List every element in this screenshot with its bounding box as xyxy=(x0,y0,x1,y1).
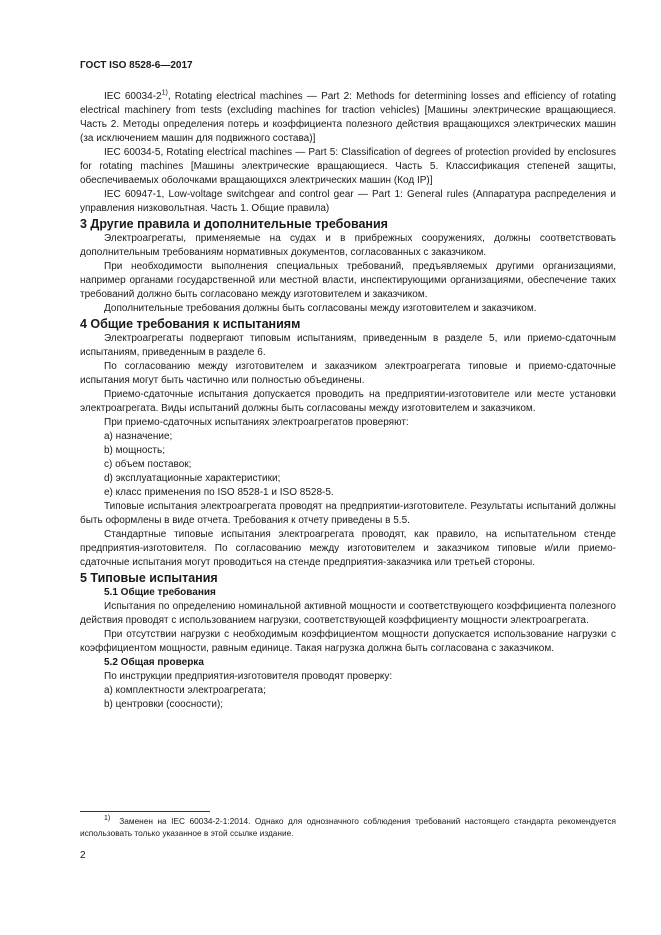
subsection-5-2-paragraph: По инструкции предприятия-изготовителя проводят проверку: xyxy=(104,671,393,682)
section-4-paragraph: Типовые испытания электроагрегата проводят на предприятии-изготовителе. Результаты испытаний должны быть оформлены в виде отчета. Требования к отчету приведены в 5.5. xyxy=(80,501,616,526)
page-content xyxy=(80,90,616,712)
section-4-paragraph: Электроагрегаты подвергают типовым испытаниям, приведенным в разделе 5, или приемо-сдаточным испытаниям, приведенным в разделе 6. xyxy=(80,333,616,358)
reference-text: , Rotating electrical machines — Part 2: Methods for determining losses and efficiency of rotating electrical machinery from tests (excluding machines for traction vehicles) [Машины электрические вращающиеся. Часть 2. Методы определения потерь и коэффициента полезного действия вращающихся электрических машин (за исключением машин для подвижного состава)] xyxy=(80,91,617,144)
footnote-divider xyxy=(80,811,210,812)
list-item: c) объем поставок; xyxy=(104,459,192,470)
section-4-paragraph: Приемо-сдаточные испытания допускается проводить на предприятии-изготовителе или месте установки электроагрегата. Виды испытаний должны быть согласованы между изготовителем и заказчиком. xyxy=(80,389,616,414)
footnote-marker: 1) xyxy=(104,815,111,823)
footnote-text: Заменен на IEC 60034-2-1:2014. Однако для однозначного соблюдения требований настоящего стандарта рекомендуется использовать только указанное в этой ссылке издание. xyxy=(80,816,616,838)
section-3-title: 3 Другие правила и дополнительные требования xyxy=(80,217,388,231)
reference-iec-60034-5: IEC 60034-5, Rotating electrical machines — Part 5: Classification of degrees of protection provided by enclosures for rotating machines [Машины электрические вращающиеся. Часть 5. Классификация степеней защиты, обеспечиваемых оболочками вращающихся электрических машин (Код IP)] xyxy=(80,147,616,186)
list-item: a) назначение; xyxy=(104,431,173,442)
page-number: 2 xyxy=(80,850,86,861)
section-5-title: 5 Типовые испытания xyxy=(80,571,218,585)
subsection-5-1-title: 5.1 Общие требования xyxy=(104,587,216,598)
subsection-5-2-title: 5.2 Общая проверка xyxy=(104,657,204,668)
section-4-title: 4 Общие требования к испытаниям xyxy=(80,317,301,331)
list-item: d) эксплуатационные характеристики; xyxy=(104,473,281,484)
reference-designation: IEC 60034-2 xyxy=(104,91,162,102)
section-4-paragraph: Стандартные типовые испытания электроагрегата проводят, как правило, на испытательном стенде предприятия-изготовителя. По согласованию между изготовителем и заказчиком типовые и/или приемо-сдаточные испытания могут проводиться на стенде предприятия-заказчика или третьей стороны. xyxy=(80,529,616,568)
standard-header: ГОСТ ISO 8528-6—2017 xyxy=(80,60,193,71)
section-3-paragraph: Дополнительные требования должны быть согласованы между изготовителем и заказчиком. xyxy=(104,303,537,314)
list-item: a) комплектности электроагрегата; xyxy=(104,685,266,696)
list-item: b) мощность; xyxy=(104,445,165,456)
section-4-paragraph: При приемо-сдаточных испытаниях электроагрегатов проверяют: xyxy=(104,417,409,428)
subsection-5-1-paragraph: Испытания по определению номинальной активной мощности и соответствующего коэффициента полезного действия проводят с использованием нагрузки, соответствующей коэффициенту мощности электроагрегата. xyxy=(80,601,616,626)
subsection-5-1-paragraph: При отсутствии нагрузки с необходимым коэффициентом мощности допускается использование нагрузки с коэффициентом мощности, равным единице. Такая нагрузка должна быть согласована с заказчиком. xyxy=(80,629,616,654)
reference-iec-60947-1: IEC 60947-1, Low-voltage switchgear and control gear — Part 1: General rules (Аппаратура распределения и управления низковольтная. Часть 1. Общие правила) xyxy=(80,189,616,214)
section-4-paragraph: По согласованию между изготовителем и заказчиком электроагрегата типовые и приемо-сдаточные испытания могут быть частично или полностью объединены. xyxy=(80,361,616,386)
reference-iec-60034-2 xyxy=(80,90,616,146)
footnote-marker: 1) xyxy=(161,89,168,97)
list-item: e) класс применения по ISO 8528-1 и ISO 8528-5. xyxy=(104,487,334,498)
list-item: b) центровки (соосности); xyxy=(104,699,224,710)
footnote xyxy=(80,815,616,839)
section-3-paragraph: Электроагрегаты, применяемые на судах и в прибрежных сооружениях, должны соответствовать дополнительным требованиям нормативных документов, согласованных с заказчиком. xyxy=(80,233,616,258)
section-3-paragraph: При необходимости выполнения специальных требований, предъявляемых другими организациями, например органами государственной или местной власти, инспектирующими организациями, обеспечение таких требований должно быть согласовано между изготовителем и заказчиком. xyxy=(80,261,616,300)
